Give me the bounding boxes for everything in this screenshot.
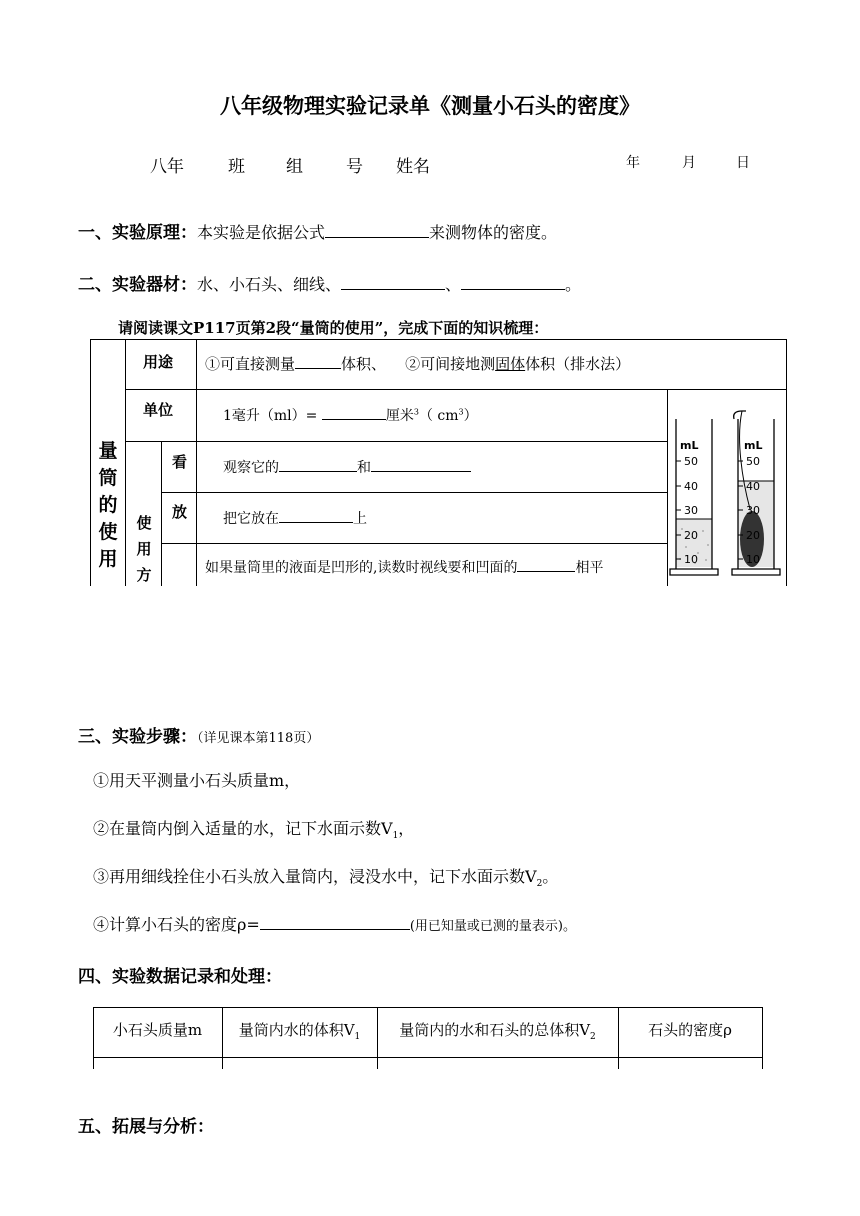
equipment-blank-2[interactable] bbox=[461, 273, 565, 290]
svg-text:mL: mL bbox=[744, 439, 763, 452]
row-label-use: 用途 bbox=[143, 353, 174, 371]
svg-text:mL: mL bbox=[680, 439, 699, 452]
step-4: ④计算小石头的密度ρ= (用已知量或已测的量表示)。 bbox=[93, 915, 576, 934]
section-heading: 三、实验步骤： bbox=[78, 727, 197, 747]
section-data bbox=[78, 962, 282, 987]
svg-text:50: 50 bbox=[746, 455, 760, 468]
cell-total-volume-input[interactable] bbox=[378, 1058, 618, 1069]
svg-text:40: 40 bbox=[684, 480, 698, 493]
page-title: 八年级物理实验记录单《测量小石头的密度》 bbox=[220, 93, 640, 118]
section-principle: 一、实验原理：本实验是依据公式 来测物体的密度。 bbox=[78, 223, 558, 243]
cylinder-knowledge-table bbox=[90, 339, 787, 586]
row-unit-content: 1毫升（ml）= 厘米$^3$（ $cm^3$） bbox=[223, 403, 478, 425]
svg-text:30: 30 bbox=[684, 504, 698, 517]
cell-water-volume-input[interactable] bbox=[223, 1058, 377, 1069]
section-heading: 五、拓展与分析： bbox=[78, 1117, 214, 1137]
section-heading: 一、实验原理： bbox=[78, 223, 197, 243]
section-steps: 三、实验步骤：（详见课本第118页） bbox=[78, 727, 320, 747]
svg-text:50: 50 bbox=[684, 455, 698, 468]
svg-text:20: 20 bbox=[684, 529, 698, 542]
row-label-look: 看 bbox=[172, 453, 188, 471]
header-water-volume: 量筒内水的体积$V_1$ bbox=[238, 1021, 361, 1042]
cylinder-water-only bbox=[670, 419, 718, 575]
info-month: 月 bbox=[682, 155, 696, 171]
section-extension bbox=[78, 1112, 214, 1137]
info-number: 号 bbox=[346, 157, 363, 177]
row-place-content: 把它放在 上 bbox=[223, 506, 367, 528]
step-1: ①用天平测量小石头质量m， bbox=[93, 771, 301, 790]
formula-blank[interactable] bbox=[325, 221, 429, 238]
step-2: ②在量筒内倒入适量的水，记下水面示数$V_1$， bbox=[93, 819, 415, 842]
side-title: 量 筒 的 使 用 bbox=[98, 440, 118, 570]
equipment-blank-1[interactable] bbox=[341, 273, 445, 290]
svg-text:10: 10 bbox=[746, 553, 760, 566]
measuring-cylinder-illustration bbox=[668, 419, 786, 585]
cell-density-input[interactable] bbox=[619, 1058, 762, 1069]
svg-text:20: 20 bbox=[746, 529, 760, 542]
svg-text:40: 40 bbox=[746, 480, 760, 493]
section-heading: 二、实验器材： bbox=[78, 275, 197, 295]
info-day: 日 bbox=[736, 155, 750, 171]
density-formula-blank[interactable] bbox=[260, 915, 410, 930]
section-equipment: 二、实验器材：水、小石头、细线、 、 。 bbox=[78, 275, 582, 295]
header-stone-mass: 小石头质量m bbox=[112, 1021, 203, 1039]
header-stone-density: 石头的密度ρ bbox=[648, 1021, 732, 1039]
filled-answer: 固体 bbox=[495, 355, 526, 373]
info-year: 年 bbox=[626, 155, 640, 171]
section-heading: 四、实验数据记录和处理： bbox=[78, 967, 282, 987]
row-label-unit: 单位 bbox=[143, 401, 174, 419]
info-name: 姓名 bbox=[396, 157, 430, 177]
row-reading-content: 如果量筒里的液面是凹形的,读数时视线要和凹面的 相平 bbox=[205, 555, 603, 577]
row-look-content: 观察它的 和 bbox=[223, 455, 471, 477]
svg-text:10: 10 bbox=[684, 553, 698, 566]
usage-method-label: 使 用 方 bbox=[136, 514, 152, 584]
header-total-volume: 量筒内的水和石头的总体积$V_2$ bbox=[399, 1021, 596, 1042]
reading-prompt: 请阅读课文P117页第2段“量筒的使用”，完成下面的知识梳理： bbox=[118, 319, 549, 337]
cylinder-with-stone bbox=[732, 411, 780, 575]
info-group: 组 bbox=[286, 157, 303, 177]
info-grade: 八年 bbox=[150, 157, 184, 177]
svg-text:30: 30 bbox=[746, 504, 760, 517]
cell-stone-mass-input[interactable] bbox=[94, 1058, 222, 1069]
row-use-content: ①可直接测量 体积、 ②可间接地测固体体积（排水法） bbox=[205, 352, 630, 374]
row-label-place: 放 bbox=[172, 503, 188, 521]
data-table bbox=[93, 1007, 763, 1069]
info-class: 班 bbox=[228, 157, 245, 177]
step-3: ③再用细线拴住小石头放入量筒内，浸没水中，记下水面示数$V_2$。 bbox=[93, 867, 559, 890]
